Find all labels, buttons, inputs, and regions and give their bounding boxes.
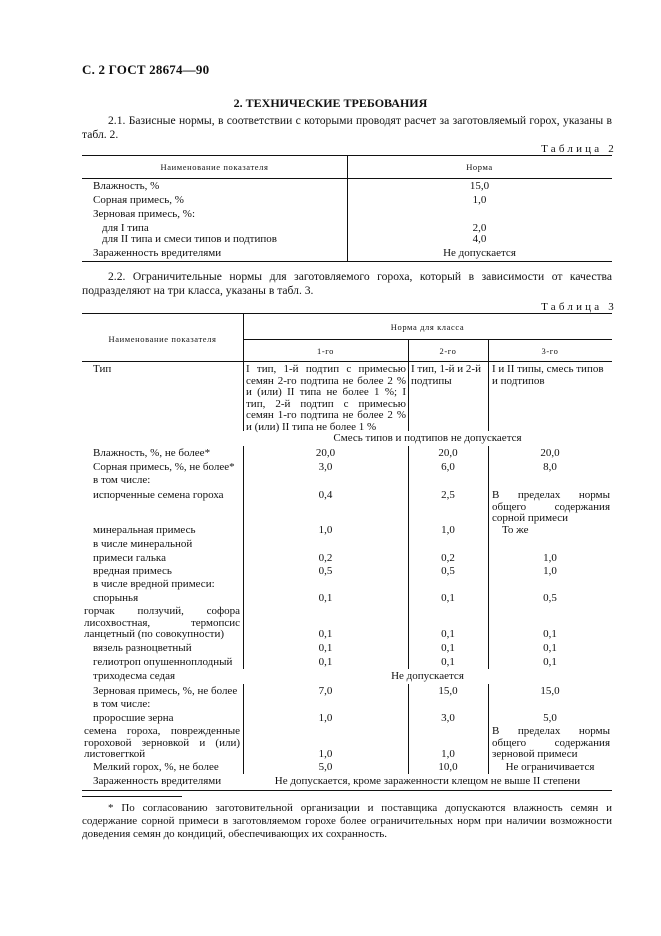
paragraph-2-1: 2.1. Базисные нормы, в соответствии с которыми проводят расчет за заготовляемый горох, указаны в табл. 2.: [82, 114, 612, 141]
table3-cell: 0,1: [543, 642, 557, 654]
table2-row-value: 15,0: [469, 180, 490, 192]
table3-cell: 5,0: [543, 712, 557, 724]
table3-cell: I тип, 1-й подтип с примесью семян 2-го подтипа не более 2 % и (или) II типа не более 1 %; I тип, 2-й подтип с примесью семян 1-го подтипа не более 2 % и (или) II типа не более 1 %: [246, 363, 406, 433]
table3-span-cell: Смесь типов и подтипов не допускается: [333, 432, 522, 444]
table2-caption: Таблица 2: [541, 143, 617, 155]
table3-row-name: в числе вредной примеси:: [93, 578, 215, 590]
table3-span-cell: Не допускается, кроме зараженности клещом не выше II степени: [274, 775, 581, 787]
table2-header-norm: Норма: [466, 162, 493, 172]
paragraph-2-2: 2.2. Ограничительные нормы для заготовляемого гороха, который в зависимости от качества подразделяют на три класса, указаны в табл. 3.: [82, 270, 612, 297]
page-header: С. 2 ГОСТ 28674—90: [82, 62, 210, 77]
table3-cell: 0,5: [318, 565, 333, 577]
table3-cell: 15,0: [540, 685, 560, 697]
table3-cell: 0,1: [318, 656, 333, 668]
table2-row-name: Сорная примесь, %: [93, 194, 184, 206]
table3-cell: 5,0: [318, 761, 333, 773]
table2-row-name: Зараженность вредителями: [93, 247, 222, 259]
table3-header-class-3: 3-го: [541, 346, 559, 356]
table3-cell: 0,1: [441, 592, 455, 604]
table3-cell: 0,1: [441, 656, 455, 668]
table2-row-value: 2,0: [472, 222, 487, 234]
table3-row-name: минеральная примесь: [93, 524, 196, 536]
table3-cell: 20,0: [540, 447, 560, 459]
table3-row-name: гелиотроп опушенноплодный: [93, 656, 233, 668]
table3-row-name: примеси галька: [93, 552, 166, 564]
table3-row-name: Сорная примесь, %, не более*: [93, 461, 235, 473]
table3-header-class-2: 2-го: [439, 346, 457, 356]
table2-row-name: Влажность, %: [93, 180, 160, 192]
table3-row-name: семена гороха, поврежденные гороховой зерновкой и (или) листовerткой: [84, 725, 240, 760]
table2-row-value: 1,0: [472, 194, 487, 206]
table3-row-name: в том числе:: [93, 474, 151, 486]
table3-cell: I тип, 1-й и 2-й подтипы: [411, 363, 481, 387]
table3-cell: 0,1: [318, 642, 333, 654]
table3-header-group: Норма для класса: [390, 322, 465, 332]
table3-row-name: Мелкий горох, %, не более: [93, 761, 219, 773]
table3-cell: 1,0: [441, 524, 455, 536]
table2-row-value: 4,0: [472, 233, 487, 245]
table3-caption: Таблица 3: [541, 301, 617, 313]
table3-row-name: вредная примесь: [93, 565, 172, 577]
table3-cell: I и II типы, смесь типов и подтипов: [492, 363, 604, 387]
table3-cell: 0,2: [441, 552, 455, 564]
section-title: 2. ТЕХНИЧЕСКИЕ ТРЕБОВАНИЯ: [233, 96, 428, 110]
table3-row-name: горчак ползучий, софора лисохвостная, термопсис ланцетный (по совокупности): [84, 605, 240, 640]
table2-row-name: Зерновая примесь, %:: [93, 208, 196, 220]
table3-header-class-1: 1-го: [316, 346, 334, 356]
table3-cell: 0,4: [318, 489, 333, 501]
table3-cell: 1,0: [318, 524, 333, 536]
table3-cell: 2,5: [441, 489, 455, 501]
table3-cell: В пределах нормы общего содержания зерновой примеси: [492, 725, 610, 760]
table3-cell: 6,0: [441, 461, 455, 473]
table3-row-name: триходесма седая: [93, 670, 176, 682]
table3-cell: 1,0: [318, 748, 333, 760]
table3-cell: 0,2: [318, 552, 333, 564]
table3-cell: 1,0: [441, 748, 455, 760]
table3-cell: 3,0: [441, 712, 455, 724]
table3-row-name: Зараженность вредителями: [93, 775, 222, 787]
table3-cell: 0,5: [441, 565, 455, 577]
table3-row-name: Влажность, %, не более*: [93, 447, 211, 459]
table3-row-name: спорынья: [93, 592, 139, 604]
table2-row-name: для I типа: [102, 222, 149, 234]
table3-cell: 0,1: [441, 642, 455, 654]
table3-row-name: испорченные семена гороха: [93, 489, 224, 501]
table3-cell: 15,0: [438, 685, 458, 697]
table3-cell: 8,0: [543, 461, 557, 473]
footnote-rule: [82, 796, 182, 797]
table3-cell: 0,1: [318, 592, 333, 604]
table3-cell: 20,0: [438, 447, 458, 459]
table3-row-name: проросшие зерна: [93, 712, 174, 724]
table3-cell: 7,0: [318, 685, 333, 697]
table3-row-name: в числе минеральной: [93, 538, 193, 550]
table3-cell: 0,5: [543, 592, 557, 604]
table3-cell: 1,0: [543, 565, 557, 577]
table3-cell: Не ограничивается: [505, 761, 595, 773]
footnote: * По согласованию заготовительной организации и поставщика допускаются влажность семян и содержание сорной примеси в заготовляемом горохе более ограничительных норм при наличии возможности доведения семян до кондиций, обеспечивающих их сохранность.: [82, 802, 612, 840]
table3-cell: 0,1: [318, 628, 333, 640]
table3-row-name: Тип: [93, 363, 112, 375]
table3-cell: 10,0: [438, 761, 458, 773]
table3-span-cell: Не допускается: [391, 670, 464, 682]
table3-cell: 20,0: [315, 447, 336, 459]
table2-header-name: Наименование показателя: [160, 162, 269, 172]
table3-row-name: в том числе:: [93, 698, 151, 710]
table3-cell: В пределах нормы общего содержания сорной примеси: [492, 489, 610, 524]
table3-header-name: Наименование показателя: [108, 334, 217, 344]
table3-cell: 3,0: [318, 461, 333, 473]
table3-cell: 1,0: [543, 552, 557, 564]
table3-row-name: вязель разноцветный: [93, 642, 192, 654]
table3-row-name: Зерновая примесь, %, не более: [93, 685, 238, 697]
table3-cell: 0,1: [441, 628, 455, 640]
table3-cell: То же: [502, 524, 529, 536]
table2-row-value: Не допускается: [443, 247, 516, 259]
table2-row-name: для II типа и смеси типов и подтипов: [102, 233, 277, 245]
table3-cell: 0,1: [543, 656, 557, 668]
table3-cell: 1,0: [318, 712, 333, 724]
table3-cell: 0,1: [543, 628, 557, 640]
